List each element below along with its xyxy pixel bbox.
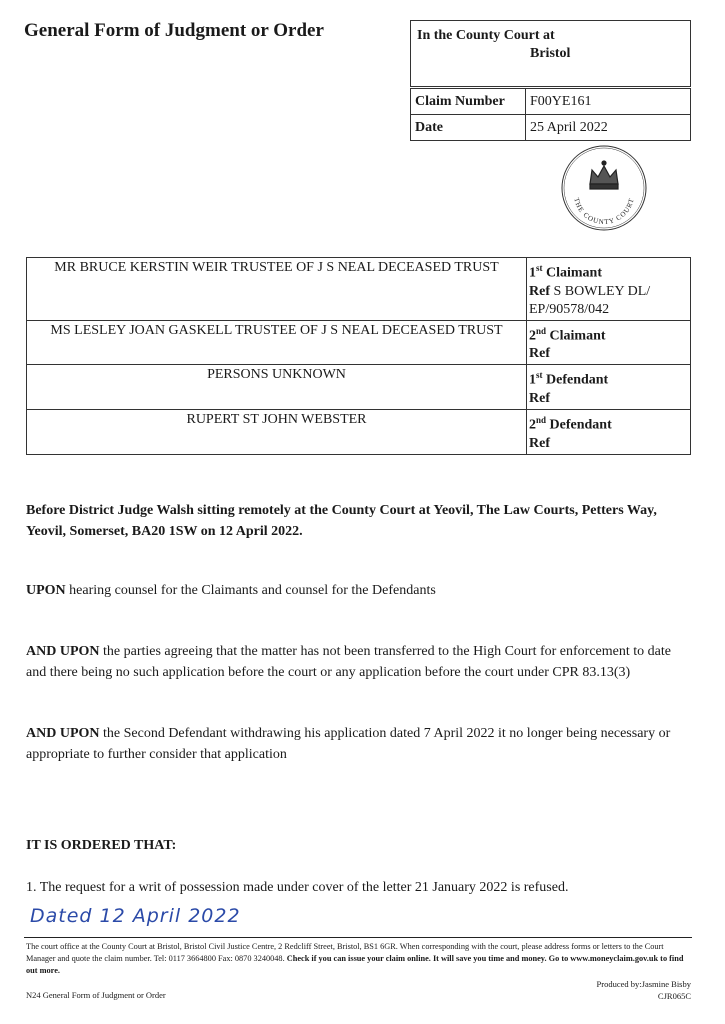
party-row xyxy=(27,320,691,365)
order-item-1: 1. The request for a writ of possession made under cover of the letter 21 January 2022 is refused. xyxy=(26,880,569,895)
form-code: CJR065C xyxy=(657,991,691,1001)
ordered-heading: IT IS ORDERED THAT: xyxy=(26,838,177,853)
claim-number-label: Claim Number xyxy=(411,89,526,115)
footer-note xyxy=(26,941,690,977)
date-label: Date xyxy=(411,115,526,141)
claim-number-row xyxy=(411,89,691,115)
party-name: PERSONS UNKNOWN xyxy=(27,365,527,410)
claim-details-table xyxy=(410,88,691,141)
party-row xyxy=(27,365,691,410)
party-ordinal-suffix: st xyxy=(536,263,543,273)
court-name: Bristol xyxy=(530,46,571,61)
footer-text: The court office at the County Court at Bristol, Bristol Civil Justice Centre, 2 Redcliff Street, Bristol, BS1 6GR. When corresponding with the court, please address forms or letters to the Court Manager and quote the claim number. Tel: 0117 3664800 Fax: 0870 3240048. xyxy=(26,942,664,963)
party-name: MS LESLEY JOAN GASKELL TRUSTEE OF J S NEAL DECEASED TRUST xyxy=(27,320,527,365)
recital-keyword: AND UPON xyxy=(26,644,100,659)
date-row xyxy=(411,115,691,141)
party-ref-label: Ref xyxy=(529,346,550,362)
form-name: N24 General Form of Judgment or Order xyxy=(26,990,166,1000)
date-value: 25 April 2022 xyxy=(526,115,691,141)
party-role xyxy=(527,409,691,454)
party-role-label: Claimant xyxy=(549,328,606,344)
party-role xyxy=(527,258,691,321)
produced-by-block xyxy=(597,978,691,1002)
and-upon-paragraph-1 xyxy=(26,641,686,683)
page-title: General Form of Judgment or Order xyxy=(24,20,324,41)
court-line-1: In the County Court at xyxy=(417,28,555,43)
party-row xyxy=(27,258,691,321)
before-judge-paragraph: Before District Judge Walsh sitting remotely at the County Court at Yeovil, The Law Courts, Petters Way, Yeovil, Somerset, BA20 1SW on 12 April 2022. xyxy=(26,503,657,539)
recital-keyword: AND UPON xyxy=(26,726,100,741)
claim-number-value: F00YE161 xyxy=(526,89,691,115)
party-ordinal: 2 xyxy=(529,328,536,344)
party-role xyxy=(527,320,691,365)
produced-by: Produced by:Jasmine Bisby xyxy=(596,979,691,989)
handwritten-date: Dated 12 April 2022 xyxy=(30,905,241,927)
party-name: MR BRUCE KERSTIN WEIR TRUSTEE OF J S NEAL DECEASED TRUST xyxy=(27,258,527,321)
recital-text: the Second Defendant withdrawing his application dated 7 April 2022 it no longer being necessary or appropriate to further consider that application xyxy=(26,726,671,762)
party-ordinal: 1 xyxy=(529,372,536,388)
party-ordinal: 2 xyxy=(529,417,536,433)
party-role-label: Defendant xyxy=(549,417,612,433)
recital-text: the parties agreeing that the matter has not been transferred to the High Court for enforcement to date and there being no such application before the court or any application before the court under CPR 83.13(3) xyxy=(26,644,671,680)
party-ref-label: Ref xyxy=(529,390,550,406)
upon-paragraph xyxy=(26,580,686,601)
party-role-label: Claimant xyxy=(546,265,602,281)
parties-table xyxy=(26,257,691,455)
and-upon-paragraph-2 xyxy=(26,723,686,765)
party-role-label: Defendant xyxy=(546,372,609,388)
svg-text:THE COUNTY COURT: THE COUNTY COURT xyxy=(572,196,636,227)
party-ref-label: Ref xyxy=(529,283,550,299)
crown-seal-icon xyxy=(560,144,648,232)
party-ordinal: 1 xyxy=(529,265,536,281)
party-ordinal-suffix: st xyxy=(536,370,543,381)
party-ordinal-suffix: nd xyxy=(536,325,547,336)
footer-divider xyxy=(24,937,692,938)
footer-bold-text: Check if you can issue your claim online. It will save you time and money. Go to www.moneyclaim.gov.uk to find out more. xyxy=(26,954,684,975)
party-ref-label: Ref xyxy=(529,435,550,451)
party-ref-value: S BOWLEY DL/ EP/90578/042 xyxy=(529,283,651,317)
party-row xyxy=(27,409,691,454)
recital-text: hearing counsel for the Claimants and counsel for the Defendants xyxy=(65,583,436,598)
recital-keyword: UPON xyxy=(26,583,66,598)
party-name: RUPERT ST JOHN WEBSTER xyxy=(27,409,527,454)
party-role xyxy=(527,365,691,410)
party-ordinal-suffix: nd xyxy=(536,414,547,425)
court-box xyxy=(410,20,691,87)
